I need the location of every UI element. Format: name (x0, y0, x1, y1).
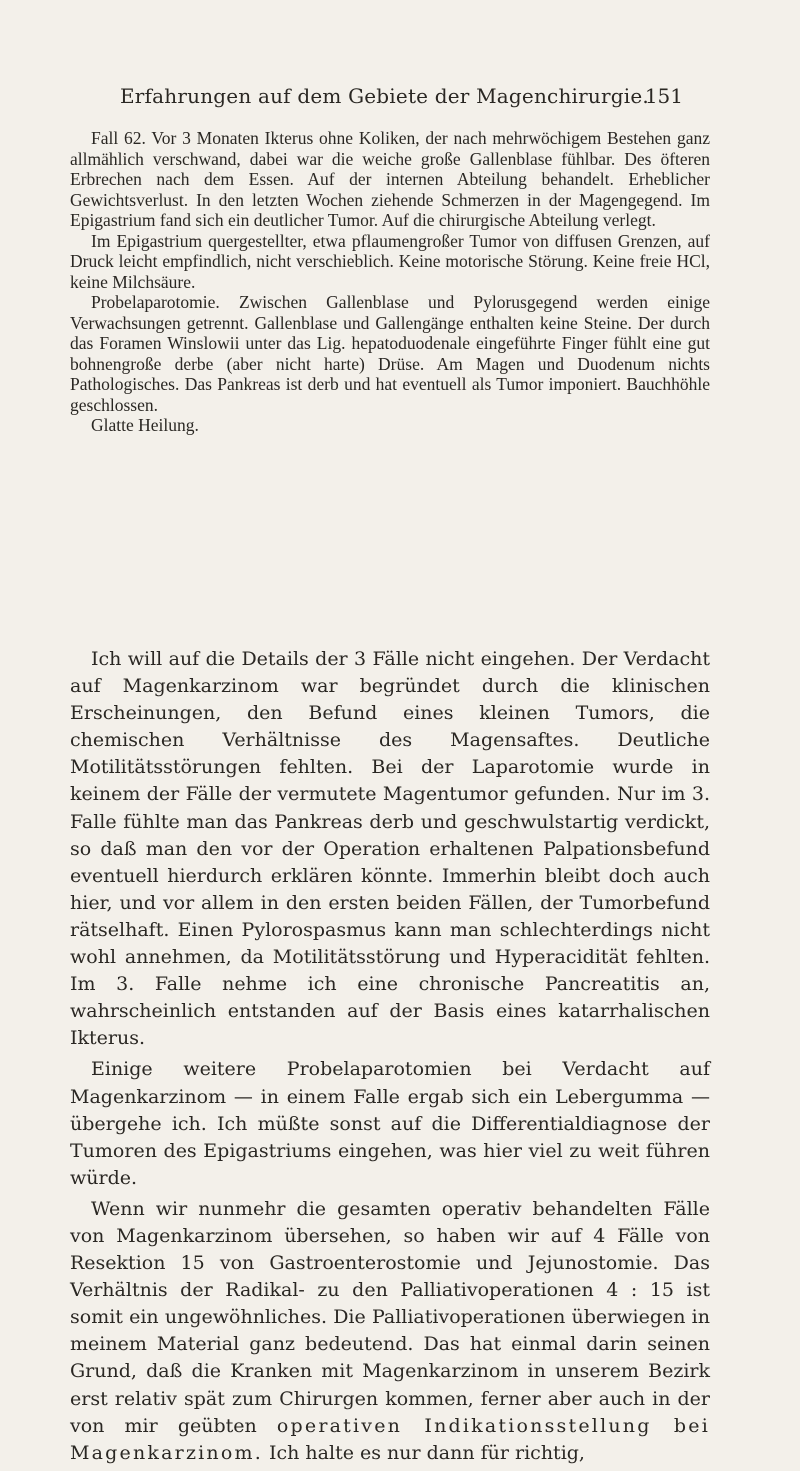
body-paragraph: Einige weitere Probelaparotomien bei Verdacht auf Magenkarzinom — in einem Falle ergab sich ein Lebergumma — übergehe ich. Ich müßte sonst auf die Differentialdiagnose der Tumoren des Epigastriums eingehen, was hier viel zu weit führen würde. (70, 1058, 710, 1189)
case-report (70, 128, 710, 436)
running-title: Erfahrungen auf dem Gebiete der Magenchirurgie. (120, 84, 649, 108)
body-text: Ich halte es nur dann für richtig, (262, 1441, 585, 1464)
case-paragraph: Glatte Heilung. (91, 415, 199, 435)
case-paragraph: Probelaparotomie. Zwischen Gallenblase und Pylorusgegend werden einige Verwachsungen getrennt. Gallenblase und Gallengänge enthalten keine Steine. Der durch das Foramen Winslowii unter das Lig. hepatoduodenale eingeführte Finger fühlt eine gut bohnengroße derbe (aber nicht harte) Drüse. Am Magen und Duodenum nichts Pathologisches. Das Pankreas ist derb und hat eventuell als Tumor imponiert. Bauchhöhle geschlossen. (70, 292, 710, 415)
running-head (0, 84, 800, 114)
page-number: 151 (644, 84, 683, 108)
emphasized-text: operativen Indikationsstellung bei Magenkarzinom. (70, 1414, 710, 1464)
body-paragraph (70, 1196, 710, 1467)
case-paragraph: Im Epigastrium quergestellter, etwa pflaumengroßer Tumor von diffusen Grenzen, auf Druck leicht empfindlich, nicht verschieblich. Keine motorische Störung. Keine freie HCl, keine Milchsäure. (70, 230, 710, 292)
case-paragraph: Fall 62. Vor 3 Monaten Ikterus ohne Koliken, der nach mehrwöchigem Bestehen ganz allmählich verschwand, dabei war die weiche große Gallenblase fühlbar. Des öfteren Erbrechen nach dem Essen. Auf der internen Abteilung behandelt. Erheblicher Gewichtsverlust. In den letzten Wochen ziehende Schmerzen in der Magengegend. Im Epigastrium fand sich ein deutlicher Tumor. Auf die chirurgische Abteilung verlegt. (70, 128, 710, 230)
body-text: Wenn wir nunmehr die gesamten operativ behandelten Fälle von Magenkarzinom übersehen, so haben wir auf 4 Fälle von Resektion 15 von Gastroenterostomie und Jejunostomie. Das Verhältnis der Radikal- zu den Palliativoperationen 4 : 15 ist somit ein ungewöhnliches. Die Palliativoperationen überwiegen in meinem Material ganz bedeutend. Das hat einmal darin seinen Grund, daß die Kranken mit Magenkarzinom in unserem Bezirk erst relativ spät zum Chirurgen kommen, ferner aber auch in der von mir geübten (70, 1197, 710, 1437)
body-paragraph: Ich will auf die Details der 3 Fälle nicht eingehen. Der Verdacht auf Magenkarzinom war begründet durch die klinischen Erscheinungen, den Befund eines kleinen Tumors, die chemischen Verhältnisse des Magensaftes. Deutliche Motilitätsstörungen fehlten. Bei der Laparotomie wurde in keinem der Fälle der vermutete Magentumor gefunden. Nur im 3. Falle fühlte man das Pankreas derb und geschwulstartig verdickt, so daß man den vor der Operation erhaltenen Palpationsbefund eventuell hierdurch erklären könnte. Immerhin bleibt doch auch hier, und vor allem in den ersten beiden Fällen, der Tumorbefund rätselhaft. Einen Pylorospasmus kann man schlechterdings nicht wohl annehmen, da Motilitätsstörung und Hyperacidität fehlten. Im 3. Falle nehme ich eine chronische Pancreatitis an, wahrscheinlich entstanden auf der Basis eines katarrhalischen Ikterus. (70, 648, 710, 1050)
main-text (70, 646, 710, 1471)
